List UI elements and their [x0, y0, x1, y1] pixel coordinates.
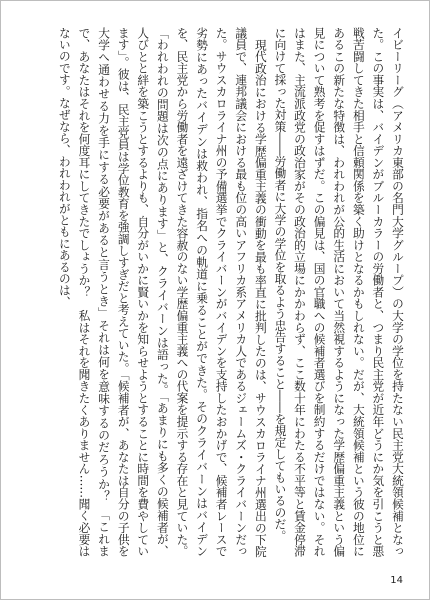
vertical-body-text — [54, 27, 407, 557]
paragraph-clyburn: 現代政治における学歴偏重主義の衝動を最も率直に批判したのは、サウスカロライナ州選出の下院議員で、連邦議会における最も位の高いアフリカ系アメリカ人であるジェームズ・クライバーンだった。サウスカロライナ州の予備選挙でクライバーンがバイデンを支持したおかげで、候補者レースで劣勢にあったバイデンは救われ、指名への軌道に乗ることができた。そのクライバーンはバイデンを、民主党から労働者を遠ざけてきた容赦のない学歴偏重主義への代案を提示する存在と見ていた。「われわれの問題は次の点にあります」と、クライバーンは語った。「あまりにも多くの候補者が、人びとと絆を築こうとするよりも、自分がいかに賢いかを知らせようとすることに時間を費やしています」。彼は、民主党員は学位教育を強調しすぎだと考えていた。「候補者が、あなたは自分の子供を大学へ通わせる力を手にする必要があると言うとき」それは何を意味するのだろうか？ 「これまで、あなたはそれを何度耳にしてきたでしょうか？ 私はそれを聞きたくありません……聞く必要はないのです。なぜなら、われわれがともにあるのは、 — [57, 27, 268, 557]
page-number: 14 — [390, 575, 403, 586]
paragraph-continued: イビーリーグ（アメリカ東部の名門大学グループ）の大学の学位を持たない民主党大統領候補となった。この事実は、バイデンがブルーカラーの労働者と、つまり民主党が近年どうにか気を引こうと悪戦苦闘してきた相手と信頼関係を築く助けとなるかもしれない。だが、大統領候補という彼の地位にあるこの新たな特徴は、われわれが公的生活において当然視するようになった学歴偏重主義という偏見について熟考を促すはずだ。この偏見は、国の官職への候補者選びを制約するだけではない。それはまた、主流派政党の政治家がその政治的立場にかかわらず、ここ数十年にわたる不平等と賃金停滞に向けて採った対策――労働者に大学の学位を取るよう忠告すること――を規定してもいるのだ。 — [273, 27, 405, 557]
